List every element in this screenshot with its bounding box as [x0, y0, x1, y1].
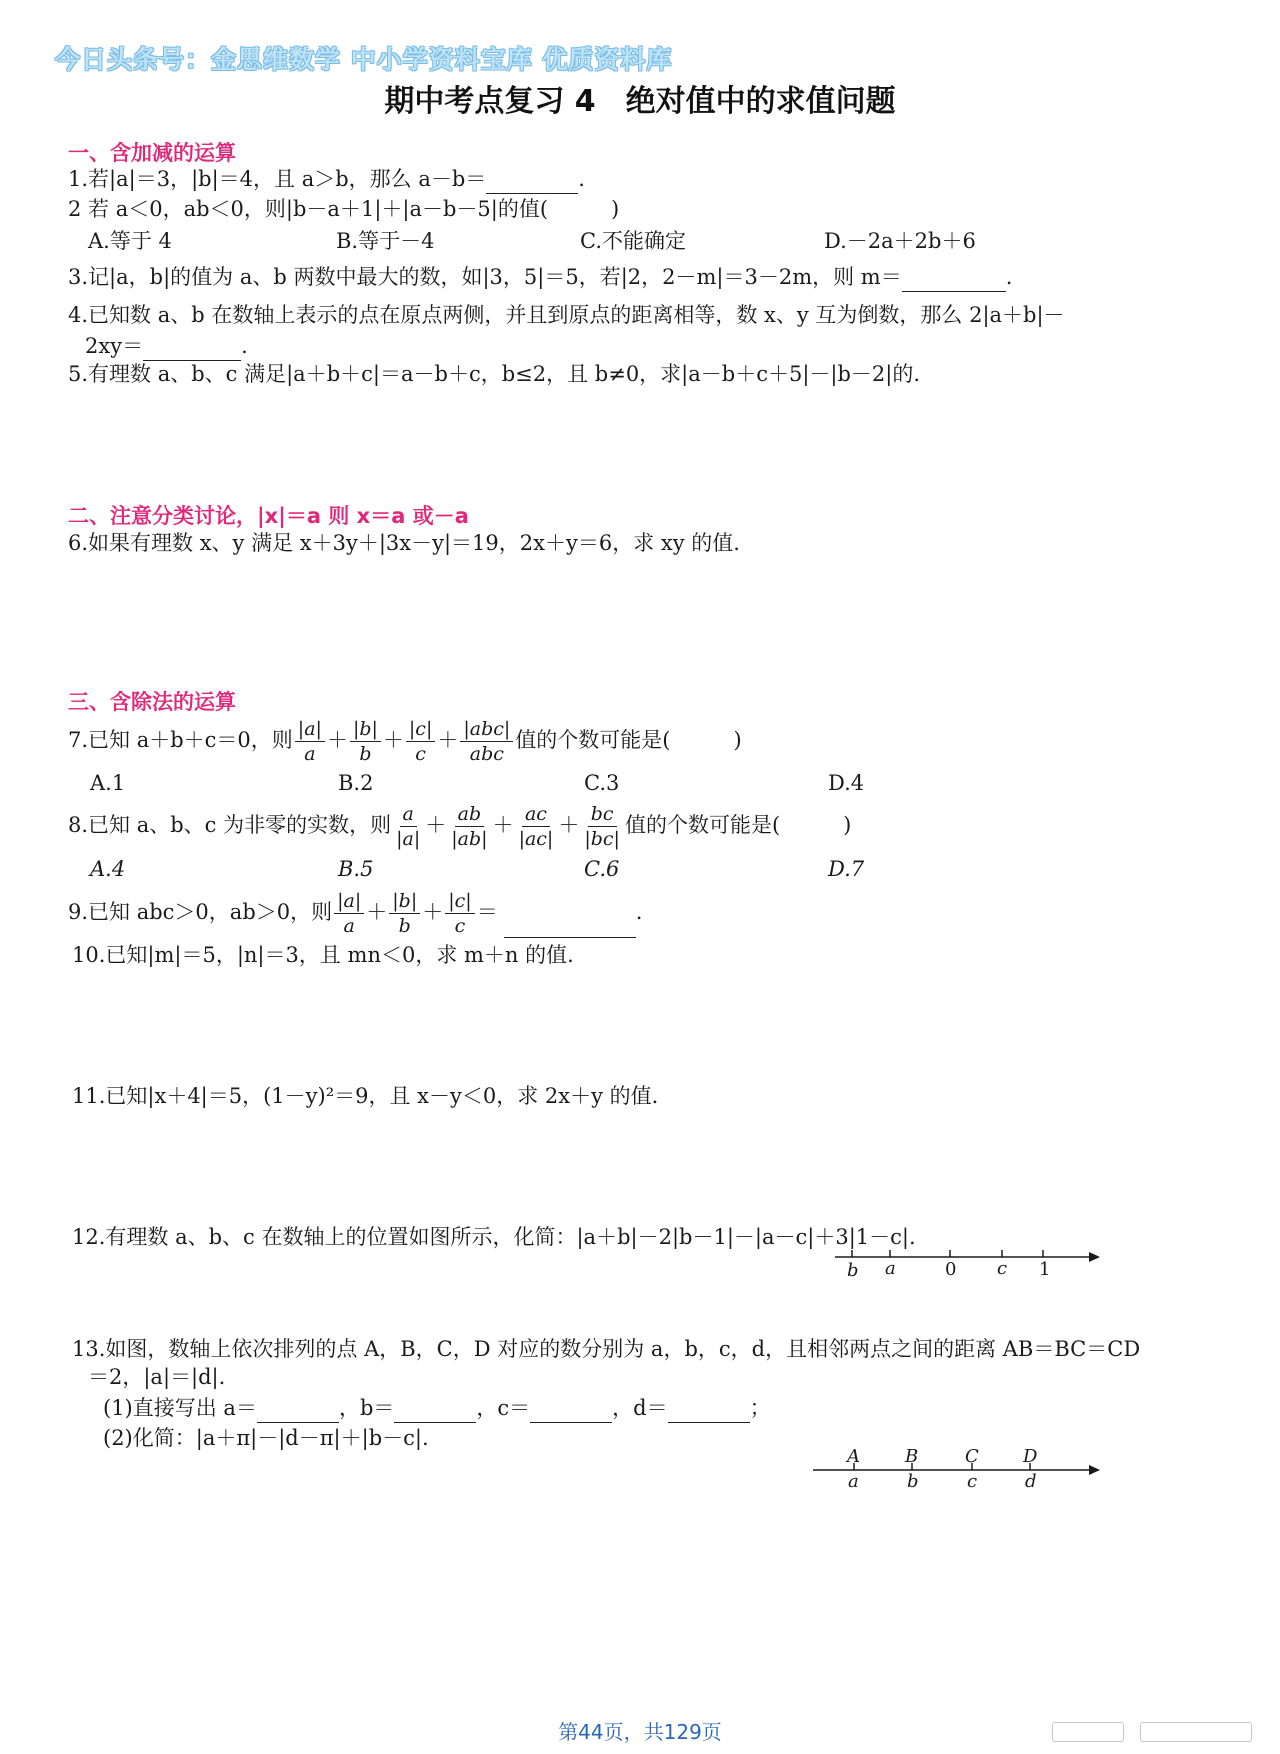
label-C: C	[965, 1446, 979, 1467]
question-1-text: 1.若|a|＝3，|b|＝4，且 a＞b，那么 a－b＝	[68, 167, 487, 191]
question-5: 5.有理数 a、b、c 满足|a＋b＋c|＝a－b＋c，b≤2，且 b≠0，求|a－b＋c＋5|－|b－2|的.	[68, 362, 921, 386]
question-4-line-2	[85, 331, 248, 361]
question-4-end: .	[241, 334, 248, 358]
section-heading-2: 二、注意分类讨论，|x|＝a 则 x＝a 或－a	[68, 504, 469, 528]
question-8-text: 8.已知 a、b、c 为非零的实数，则	[68, 813, 392, 837]
question-9-text: 9.已知 abc＞0，ab＞0，则	[68, 900, 333, 924]
number-line-q13	[810, 1445, 1105, 1495]
label-B: B	[905, 1446, 919, 1467]
fraction: $\frac{|b|}{b}$	[389, 889, 420, 938]
answer-blank-b[interactable]	[394, 1400, 476, 1423]
fraction: $\frac{|c|}{c}$	[445, 889, 474, 938]
q13-part1-end: ；	[749, 1396, 771, 1420]
question-12: 12.有理数 a、b、c 在数轴上的位置如图所示，化简：|a＋b|－2|b－1|－|a－c|＋3|1－c|.	[72, 1225, 916, 1249]
thumbnail-icon	[1140, 1722, 1252, 1742]
label-c: c	[967, 1471, 978, 1492]
section-heading-1: 一、含加减的运算	[68, 141, 236, 165]
question-3	[68, 262, 1012, 292]
question-11: 11.已知|x＋4|＝5，(1－y)²＝9，且 x－y＜0，求 2x＋y 的值.	[72, 1084, 659, 1108]
question-13-part-1	[103, 1393, 771, 1423]
label-b: b	[847, 1260, 859, 1281]
q2-option-c: C.不能确定	[580, 229, 686, 253]
q8-option-b: B.5	[338, 857, 374, 881]
question-1-end: .	[578, 167, 585, 191]
question-10: 10.已知|m|＝5，|n|＝3，且 mn＜0，求 m＋n 的值.	[72, 943, 574, 967]
question-8: 8.已知 a、b、c 为非零的实数，则 $\frac{a}{|a|}$ ＋ $\frac{ab}{|ab|}$ ＋ $\frac{ac}{|ac|}$ ＋ $\frac{bc}{|bc|}$ 值的个数可能是( )	[68, 803, 852, 850]
q13-part1-text: (1)直接写出 a＝	[103, 1396, 257, 1420]
answer-blank-3[interactable]	[902, 269, 1006, 292]
answer-blank-a[interactable]	[257, 1400, 339, 1423]
answer-blank-1[interactable]	[486, 171, 578, 194]
label-c: c	[997, 1258, 1008, 1279]
label-D: D	[1023, 1446, 1038, 1467]
q13-b-text: ，b＝	[338, 1396, 395, 1420]
q2-option-d: D.－2a＋2b＋6	[824, 229, 976, 253]
question-13-part-2: (2)化简：|a＋π|－|d－π|＋|b－c|.	[103, 1426, 429, 1450]
q8-option-d: D.7	[828, 857, 865, 881]
question-2: 2 若 a＜0，ab＜0，则|b－a＋1|＋|a－b－5|的值( )	[68, 197, 620, 221]
answer-blank-c[interactable]	[530, 1400, 612, 1423]
q8-option-c: C.6	[584, 857, 620, 881]
label-a: a	[885, 1258, 896, 1279]
q7-option-a: A.1	[90, 771, 126, 795]
question-3-end: .	[1005, 265, 1013, 289]
q13-d-text: ，d＝	[612, 1396, 668, 1420]
fraction: $\frac{\text{|abc|}}{\text{abc}}$	[460, 717, 513, 766]
label-d: d	[1025, 1471, 1037, 1492]
question-7-tail: 值的个数可能是( )	[515, 728, 742, 752]
watermark: 今日头条号：金思维数学 中小学资料宝库 优质资料库	[55, 45, 673, 74]
question-1	[68, 164, 585, 194]
q7-option-b: B.2	[338, 771, 374, 795]
question-4-line-1: 4.已知数 a、b 在数轴上表示的点在原点两侧，并且到原点的距离相等，数 x、y 互为倒数，那么 2|a＋b|－	[68, 303, 1065, 327]
label-a: a	[848, 1471, 859, 1492]
thumbnail-icon	[1052, 1722, 1124, 1742]
question-4-text: 2xy＝	[85, 334, 144, 358]
question-9-end: .	[635, 900, 643, 924]
question-7: 7.已知 a＋b＋c＝0，则 $\frac{|a|}{a}$ ＋ $\frac{|b|}{b}$ ＋ $\frac{|c|}{c}$ ＋ $\frac{\text{|abc|}}{\text{abc}}$ 值的个数可能是( )	[68, 718, 742, 765]
fraction: $\frac{|a|}{a}$	[334, 889, 364, 938]
answer-blank-9[interactable]	[504, 915, 636, 938]
question-13-line-2: ＝2，|a|＝|d|.	[88, 1365, 226, 1389]
fraction: $\frac{|c|}{c}$	[406, 717, 435, 766]
question-8-tail: 值的个数可能是( )	[624, 813, 852, 837]
section-heading-3: 三、含除法的运算	[68, 690, 236, 714]
q2-option-a: A.等于 4	[88, 229, 172, 253]
question-3-text: 3.记|a，b|的值为 a、b 两数中最大的数，如|3，5|＝5，若|2，2－m|＝3－2m，则 m＝	[68, 265, 902, 289]
question-9: 9.已知 abc＞0，ab＞0，则 $\frac{|a|}{a}$ ＋ $\frac{|b|}{b}$ ＋ $\frac{|c|}{c}$ ＝ .	[68, 890, 643, 937]
q13-c-text: ，c＝	[476, 1396, 531, 1420]
fraction: $\frac{ac}{|ac|}$	[518, 803, 554, 850]
answer-blank-d[interactable]	[668, 1400, 750, 1423]
q7-option-c: C.3	[584, 771, 620, 795]
label-b: b	[907, 1471, 919, 1492]
page-footer: 第44页，共129页	[558, 1720, 722, 1744]
number-line-q12	[830, 1245, 1105, 1285]
fraction: $\frac{|b|}{b}$	[350, 717, 381, 766]
question-6: 6.如果有理数 x、y 满足 x＋3y＋|3x－y|＝19，2x＋y＝6，求 xy 的值.	[68, 531, 740, 555]
label-A: A	[847, 1446, 860, 1467]
label-zero: 0	[945, 1259, 957, 1280]
question-13-line-1: 13.如图，数轴上依次排列的点 A，B，C，D 对应的数分别为 a，b，c，d，且相邻两点之间的距离 AB＝BC＝CD	[72, 1337, 1141, 1361]
q7-option-d: D.4	[828, 771, 865, 795]
page-title: 期中考点复习 4 绝对值中的求值问题	[384, 84, 896, 119]
q8-option-a: A.4	[90, 857, 126, 881]
fraction: $\frac{a}{|a|}$	[396, 803, 421, 850]
question-7-text: 7.已知 a＋b＋c＝0，则	[68, 728, 293, 752]
label-one: 1	[1039, 1259, 1051, 1280]
equals-sign: ＝	[476, 900, 498, 924]
q2-option-b: B.等于－4	[336, 229, 435, 253]
fraction: $\frac{|a|}{a}$	[295, 717, 325, 766]
fraction: $\frac{bc}{|bc|}$	[584, 803, 620, 850]
fraction: $\frac{ab}{|ab|}$	[451, 803, 488, 850]
answer-blank-4[interactable]	[143, 338, 241, 361]
